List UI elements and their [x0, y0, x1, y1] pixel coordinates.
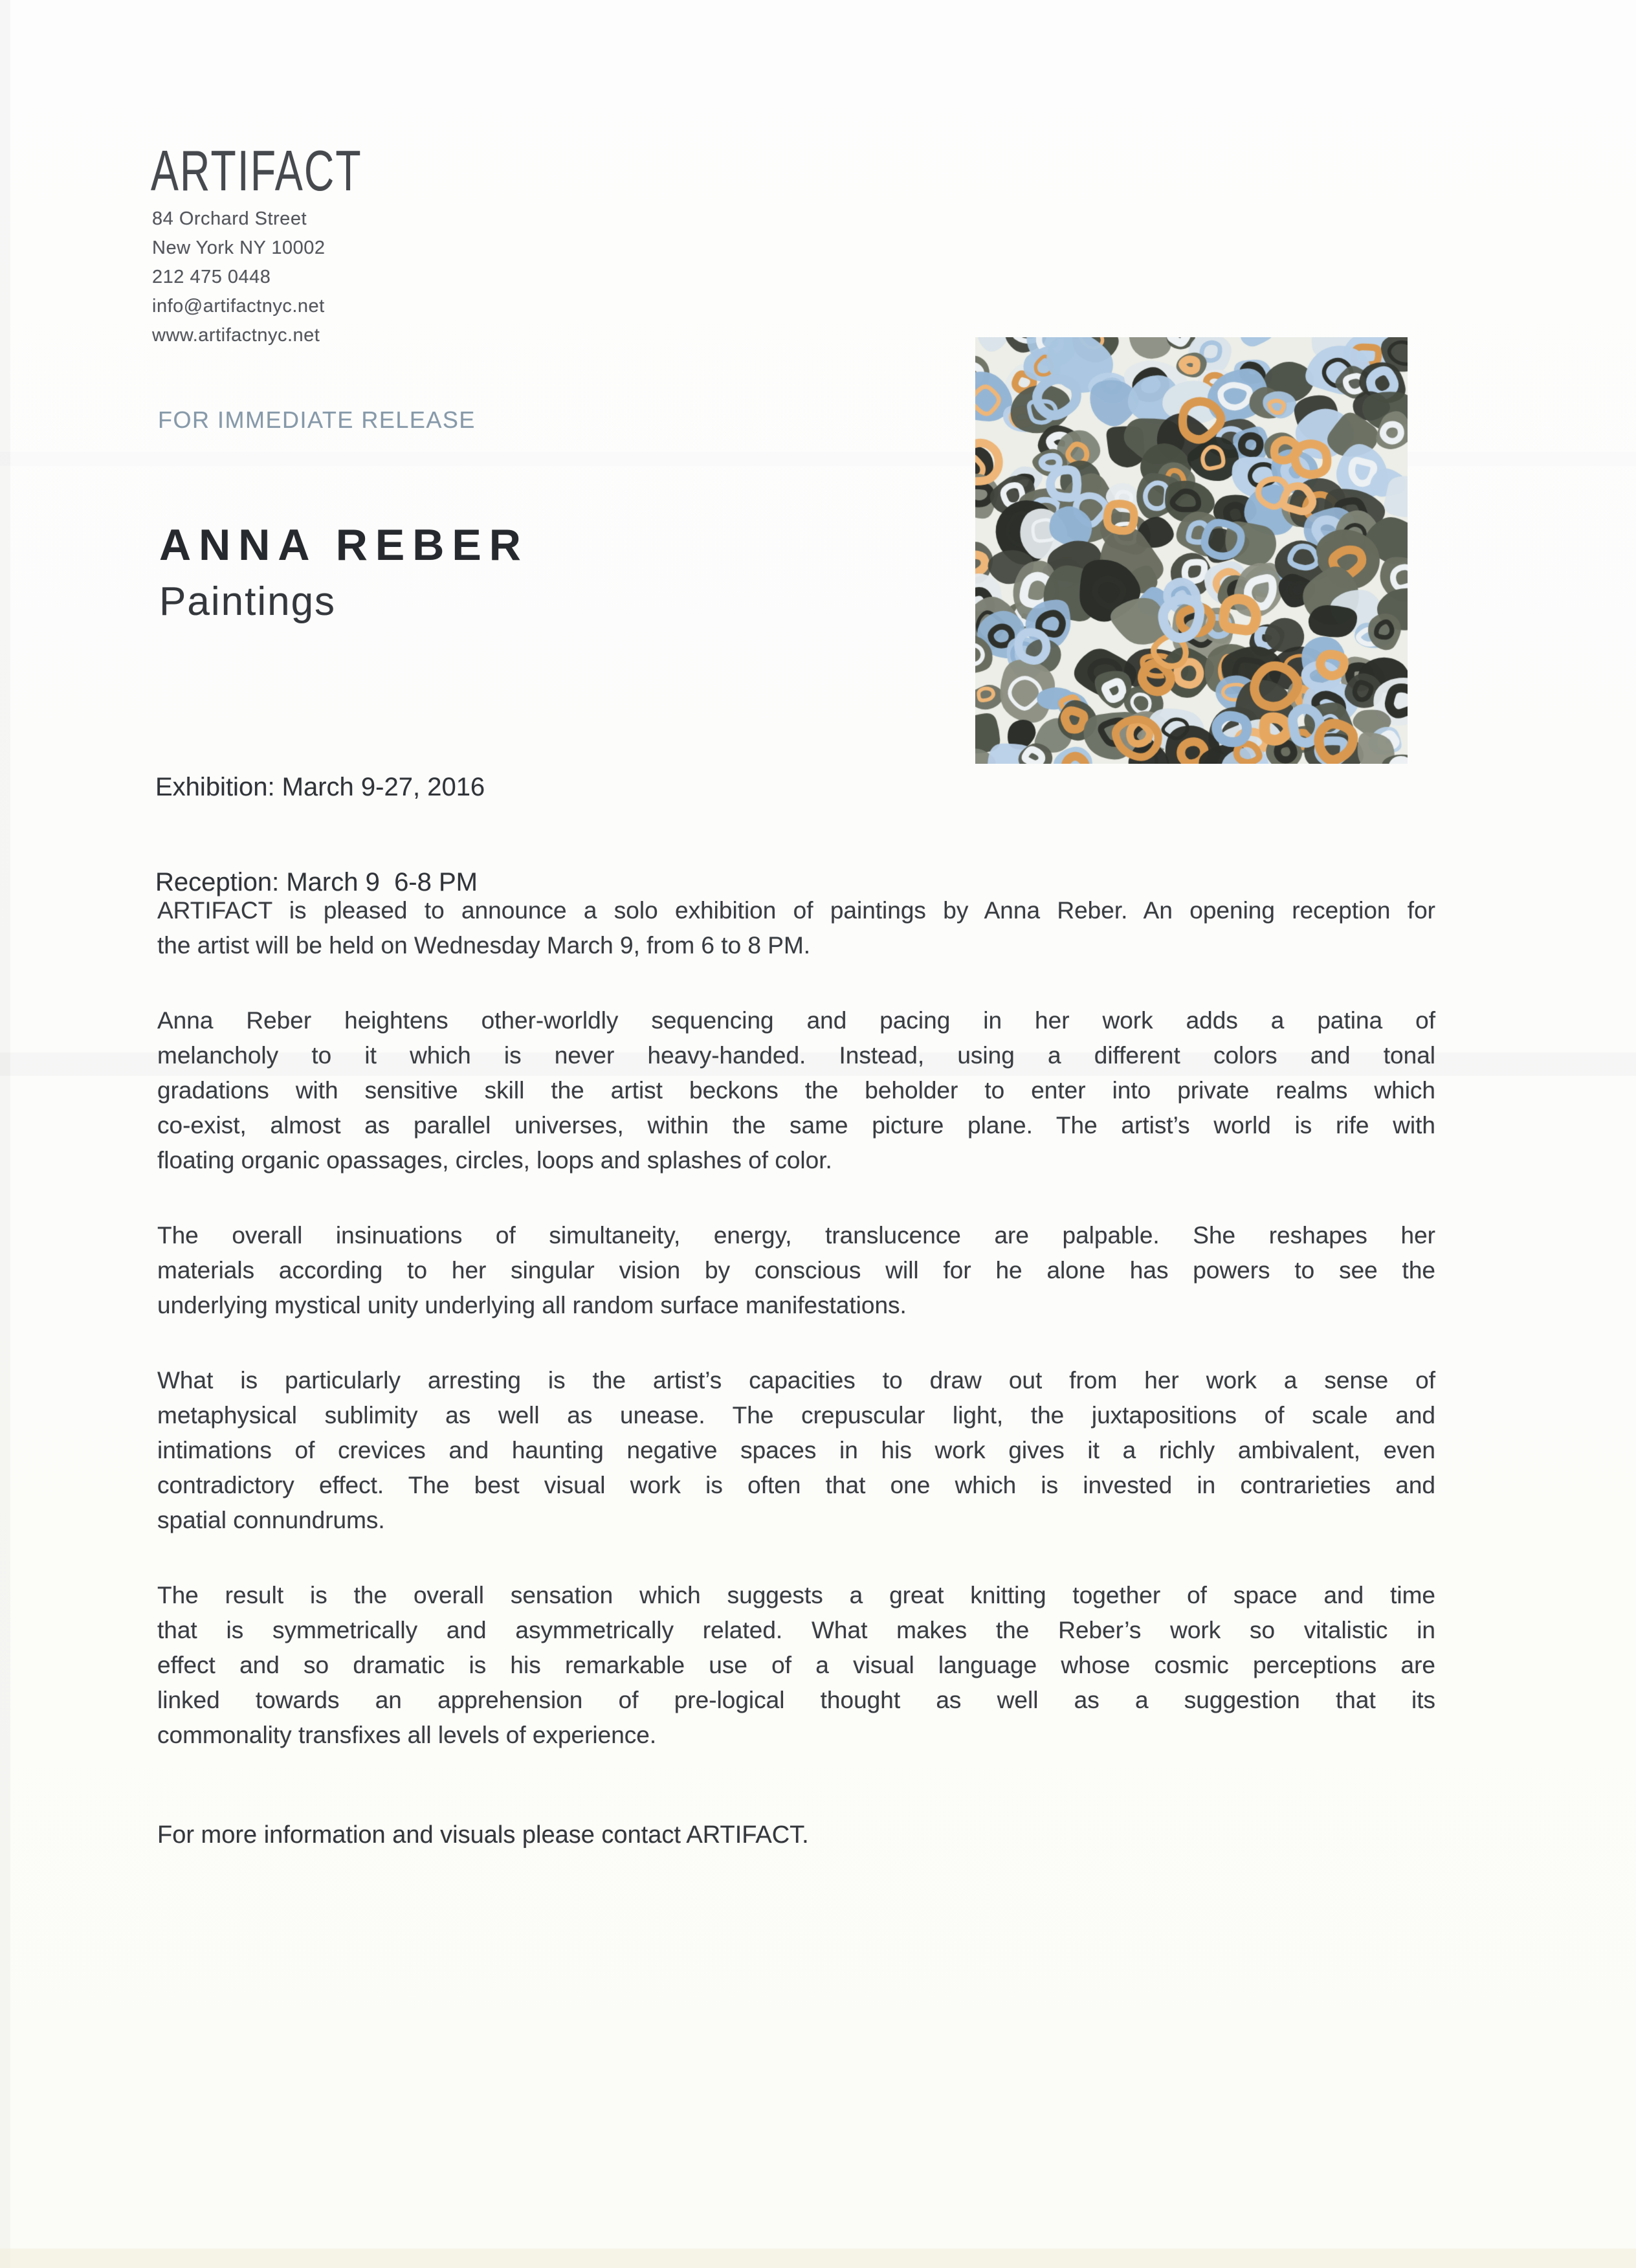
paragraph-line: ARTIFACT is pleased to announce a solo exhibition of paintings by Anna Reber. An opening reception for: [157, 897, 1435, 924]
painting-image: [975, 337, 1408, 764]
gallery-address: [152, 205, 326, 350]
exhibition-dates: Exhibition: March 9-27, 2016: [155, 773, 485, 801]
paragraph-line: intimations of crevices and haunting negative spaces in his work gives it a richly ambivalent, even: [157, 1437, 1435, 1463]
press-release-body: [157, 893, 1435, 1793]
paragraph-line: contradictory effect. The best visual work is often that one which is invested in contrarieties and: [157, 1472, 1435, 1498]
paragraph-line: metaphysical sublimity as well as unease. The crepuscular light, the juxtapositions of scale and: [157, 1402, 1435, 1429]
gallery-address-line: 84 Orchard Street: [152, 208, 307, 229]
paragraph-line: effect and so dramatic is his remarkable use of a visual language whose cosmic perceptions are: [157, 1652, 1435, 1678]
paragraph-line: underlying mystical unity underlying all random surface manifestations.: [157, 1292, 907, 1318]
paragraph-line: the artist will be held on Wednesday March 9, from 6 to 8 PM.: [157, 932, 811, 959]
paragraph: [157, 1003, 1435, 1178]
paragraph-line: Anna Reber heightens other-worldly sequencing and pacing in her work adds a patina of: [157, 1007, 1435, 1034]
paragraph-line: commonality transfixes all levels of experience.: [157, 1722, 657, 1748]
paragraph-line: The overall insinuations of simultaneity, energy, translucence are palpable. She reshapes her: [157, 1222, 1435, 1249]
paragraph-line: gradations with sensitive skill the artist beckons the beholder to enter into private realms which: [157, 1077, 1435, 1104]
gallery-address-line: 212 475 0448: [152, 267, 271, 287]
paragraph-line: that is symmetrically and asymmetrically related. What makes the Reber’s work so vitalistic in: [157, 1617, 1435, 1643]
paragraph-line: What is particularly arresting is the artist’s capacities to draw out from her work a sense of: [157, 1367, 1435, 1394]
paragraph-line: linked towards an apprehension of pre-logical thought as well as a suggestion that its: [157, 1687, 1435, 1713]
gallery-address-line: New York NY 10002: [152, 238, 326, 258]
scan-artifact-bottom: [0, 2249, 1636, 2268]
paragraph: [157, 893, 1435, 963]
paragraph-line: The result is the overall sensation which suggests a great knitting together of space and time: [157, 1582, 1435, 1608]
paragraph-line: materials according to her singular vision by conscious will for he alone has powers to see the: [157, 1257, 1435, 1284]
paragraph: [157, 1218, 1435, 1323]
paragraph: [157, 1578, 1435, 1753]
paragraph-line: spatial connundrums.: [157, 1507, 385, 1533]
gallery-address-line: info@artifactnyc.net: [152, 296, 325, 317]
paragraph-line: co-exist, almost as parallel universes, within the same picture plane. The artist’s world is rife with: [157, 1112, 1435, 1139]
gallery-address-line: www.artifactnyc.net: [152, 325, 320, 346]
contact-line: For more information and visuals please contact ARTIFACT.: [157, 1821, 809, 1849]
paragraph: [157, 1363, 1435, 1538]
reception-info: Reception: March 9 6-8 PM: [155, 868, 478, 896]
artist-name-title: ANNA REBER: [159, 520, 529, 570]
paragraph-line: floating organic opassages, circles, loops and splashes of color.: [157, 1147, 832, 1173]
paragraph-line: melancholy to it which is never heavy-handed. Instead, using a different colors and tonal: [157, 1042, 1435, 1069]
release-line: FOR IMMEDIATE RELEASE: [158, 406, 476, 433]
scan-artifact-left-edge: [0, 0, 10, 2268]
exhibition-subtitle: Paintings: [159, 579, 337, 624]
gallery-logo: ARTIFACT: [151, 139, 362, 203]
